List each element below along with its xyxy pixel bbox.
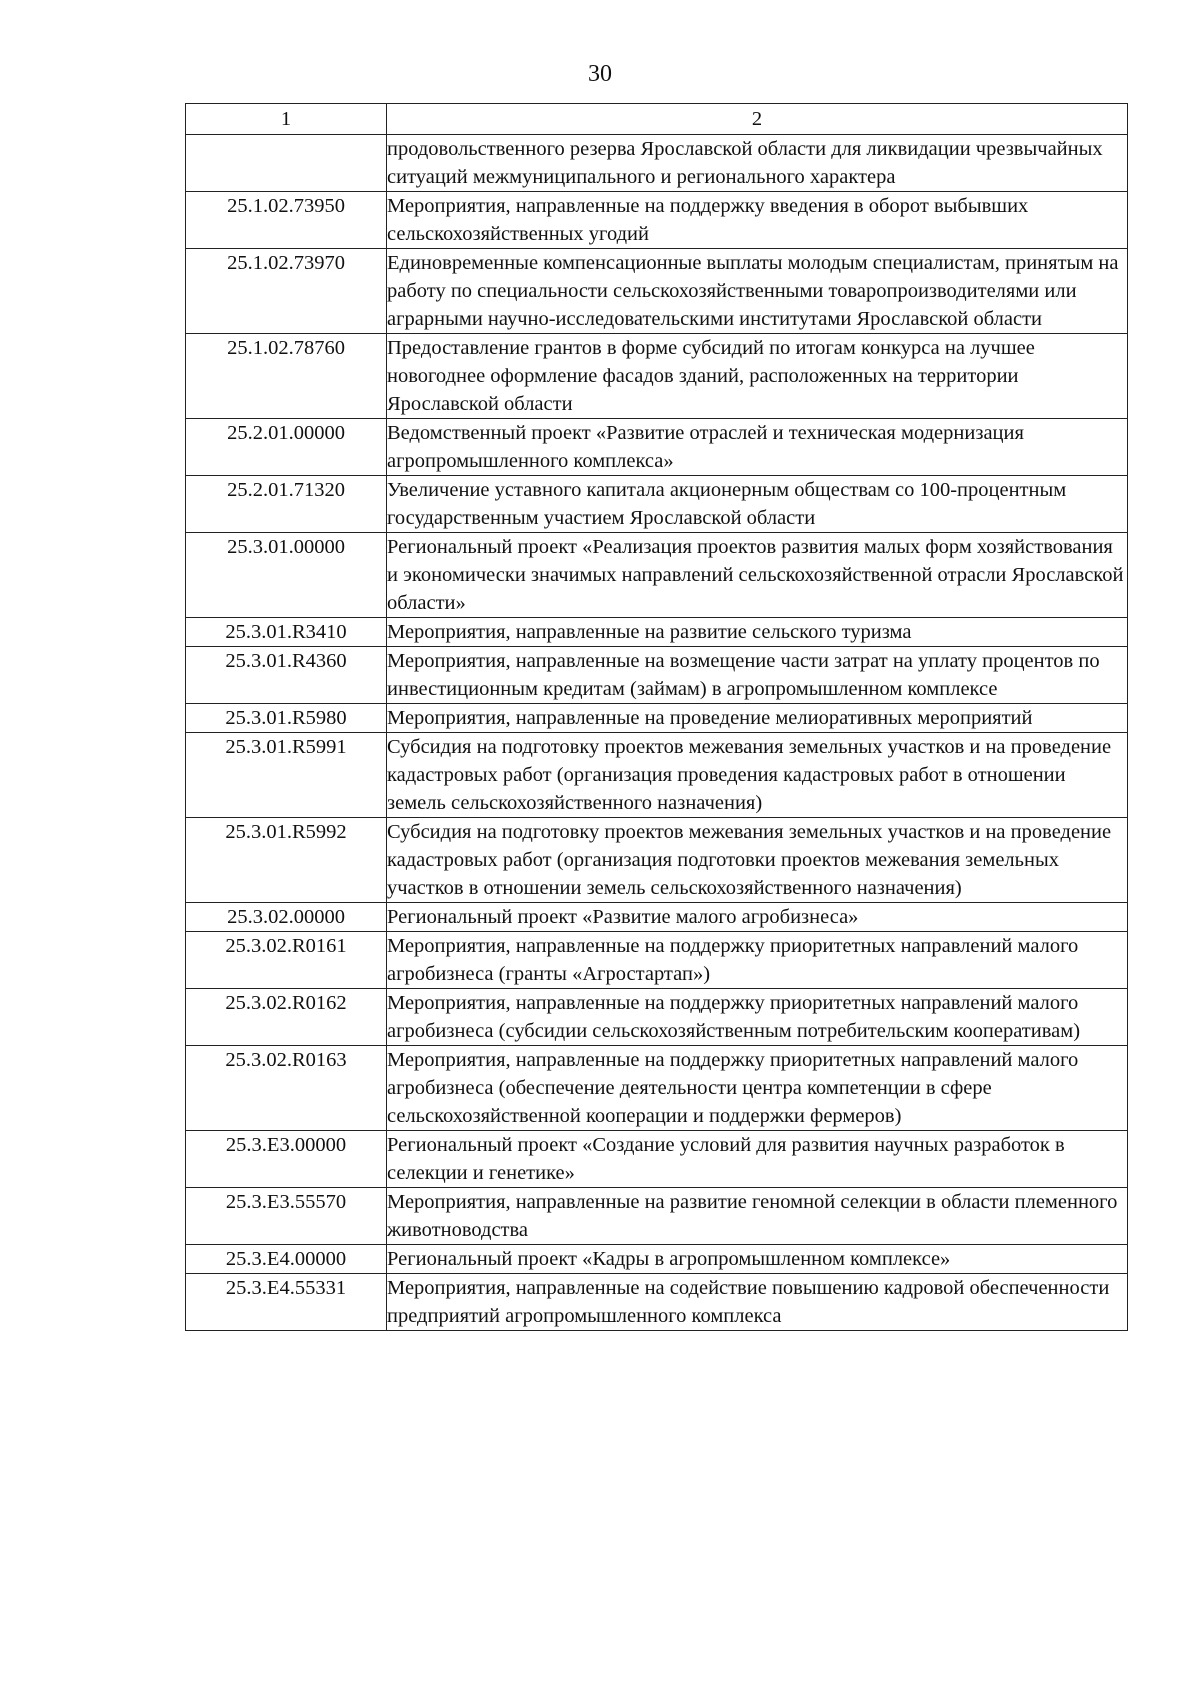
table-row (186, 704, 1128, 733)
table-row (186, 618, 1128, 647)
row-code: 25.3.E4.00000 (186, 1245, 387, 1274)
table-row (186, 647, 1128, 704)
row-description: продовольственного резерва Ярославской области для ликвидации чрезвычайных ситуаций межмуниципального и регионального характера (387, 135, 1128, 192)
row-description: Единовременные компенсационные выплаты молодым специалистам, принятым на работу по специальности сельскохозяйственными товаропроизводителями или аграрными научно-исследовательскими институтами Ярославской области (387, 249, 1128, 334)
row-code: 25.3.02.R0163 (186, 1046, 387, 1131)
row-code: 25.3.01.R5991 (186, 733, 387, 818)
row-code: 25.3.01.R4360 (186, 647, 387, 704)
table-row (186, 1188, 1128, 1245)
row-description: Региональный проект «Реализация проектов развития малых форм хозяйствования и экономически значимых направлений сельскохозяйственной отрасли Ярославской области» (387, 533, 1128, 618)
row-code: 25.3.E4.55331 (186, 1274, 387, 1331)
column-header-code: 1 (186, 104, 387, 135)
table-row (186, 1245, 1128, 1274)
table-row (186, 533, 1128, 618)
row-code: 25.3.02.R0162 (186, 989, 387, 1046)
row-code: 25.3.E3.55570 (186, 1188, 387, 1245)
row-description: Мероприятия, направленные на поддержку введения в оборот выбывших сельскохозяйственных угодий (387, 192, 1128, 249)
table-row (186, 249, 1128, 334)
row-description: Мероприятия, направленные на поддержку приоритетных направлений малого агробизнеса (обеспечение деятельности центра компетенции в сфере сельскохозяйственной кооперации и поддержки фермеров) (387, 1046, 1128, 1131)
table-row (186, 192, 1128, 249)
row-description: Увеличение уставного капитала акционерным обществам со 100-процентным государственным участием Ярославской области (387, 476, 1128, 533)
table-row (186, 334, 1128, 419)
budget-code-table (185, 103, 1128, 1331)
row-code: 25.1.02.78760 (186, 334, 387, 419)
row-code: 25.3.01.R5980 (186, 704, 387, 733)
row-description: Региональный проект «Развитие малого агробизнеса» (387, 903, 1128, 932)
table-row (186, 1131, 1128, 1188)
row-description: Региональный проект «Создание условий для развития научных разработок в селекции и генетике» (387, 1131, 1128, 1188)
row-code: 25.1.02.73970 (186, 249, 387, 334)
row-description: Мероприятия, направленные на поддержку приоритетных направлений малого агробизнеса (гранты «Агростартап») (387, 932, 1128, 989)
row-description: Мероприятия, направленные на содействие повышению кадровой обеспеченности предприятий агропромышленного комплекса (387, 1274, 1128, 1331)
row-description: Предоставление грантов в форме субсидий по итогам конкурса на лучшее новогоднее оформление фасадов зданий, расположенных на территории Ярославской области (387, 334, 1128, 419)
row-code: 25.1.02.73950 (186, 192, 387, 249)
row-description: Мероприятия, направленные на проведение мелиоративных мероприятий (387, 704, 1128, 733)
row-description: Мероприятия, направленные на развитие геномной селекции в области племенного животноводства (387, 1188, 1128, 1245)
table-row (186, 903, 1128, 932)
row-code: 25.3.01.00000 (186, 533, 387, 618)
table-row (186, 818, 1128, 903)
row-description: Субсидия на подготовку проектов межевания земельных участков и на проведение кадастровых работ (организация проведения кадастровых работ в отношении земель сельскохозяйственного назначения) (387, 733, 1128, 818)
row-code (186, 135, 387, 192)
row-code: 25.3.02.R0161 (186, 932, 387, 989)
row-description: Региональный проект «Кадры в агропромышленном комплексе» (387, 1245, 1128, 1274)
table-row (186, 989, 1128, 1046)
row-code: 25.3.E3.00000 (186, 1131, 387, 1188)
row-code: 25.3.01.R5992 (186, 818, 387, 903)
table-header-row (186, 104, 1128, 135)
row-description: Мероприятия, направленные на поддержку приоритетных направлений малого агробизнеса (субсидии сельскохозяйственным потребительским кооперативам) (387, 989, 1128, 1046)
row-description: Субсидия на подготовку проектов межевания земельных участков и на проведение кадастровых работ (организация подготовки проектов межевания земельных участков в отношении земель сельскохозяйственного назначения) (387, 818, 1128, 903)
row-code: 25.3.01.R3410 (186, 618, 387, 647)
table-row (186, 733, 1128, 818)
table-row (186, 932, 1128, 989)
table-row (186, 419, 1128, 476)
row-description: Мероприятия, направленные на развитие сельского туризма (387, 618, 1128, 647)
row-code: 25.2.01.71320 (186, 476, 387, 533)
row-code: 25.3.02.00000 (186, 903, 387, 932)
row-description: Мероприятия, направленные на возмещение части затрат на уплату процентов по инвестиционным кредитам (займам) в агропромышленном комплексе (387, 647, 1128, 704)
page-number: 30 (588, 61, 612, 87)
row-description: Ведомственный проект «Развитие отраслей и техническая модернизация агропромышленного комплекса» (387, 419, 1128, 476)
table-row (186, 1046, 1128, 1131)
table-row (186, 1274, 1128, 1331)
table-row (186, 135, 1128, 192)
row-code: 25.2.01.00000 (186, 419, 387, 476)
table-row (186, 476, 1128, 533)
column-header-description: 2 (387, 104, 1128, 135)
